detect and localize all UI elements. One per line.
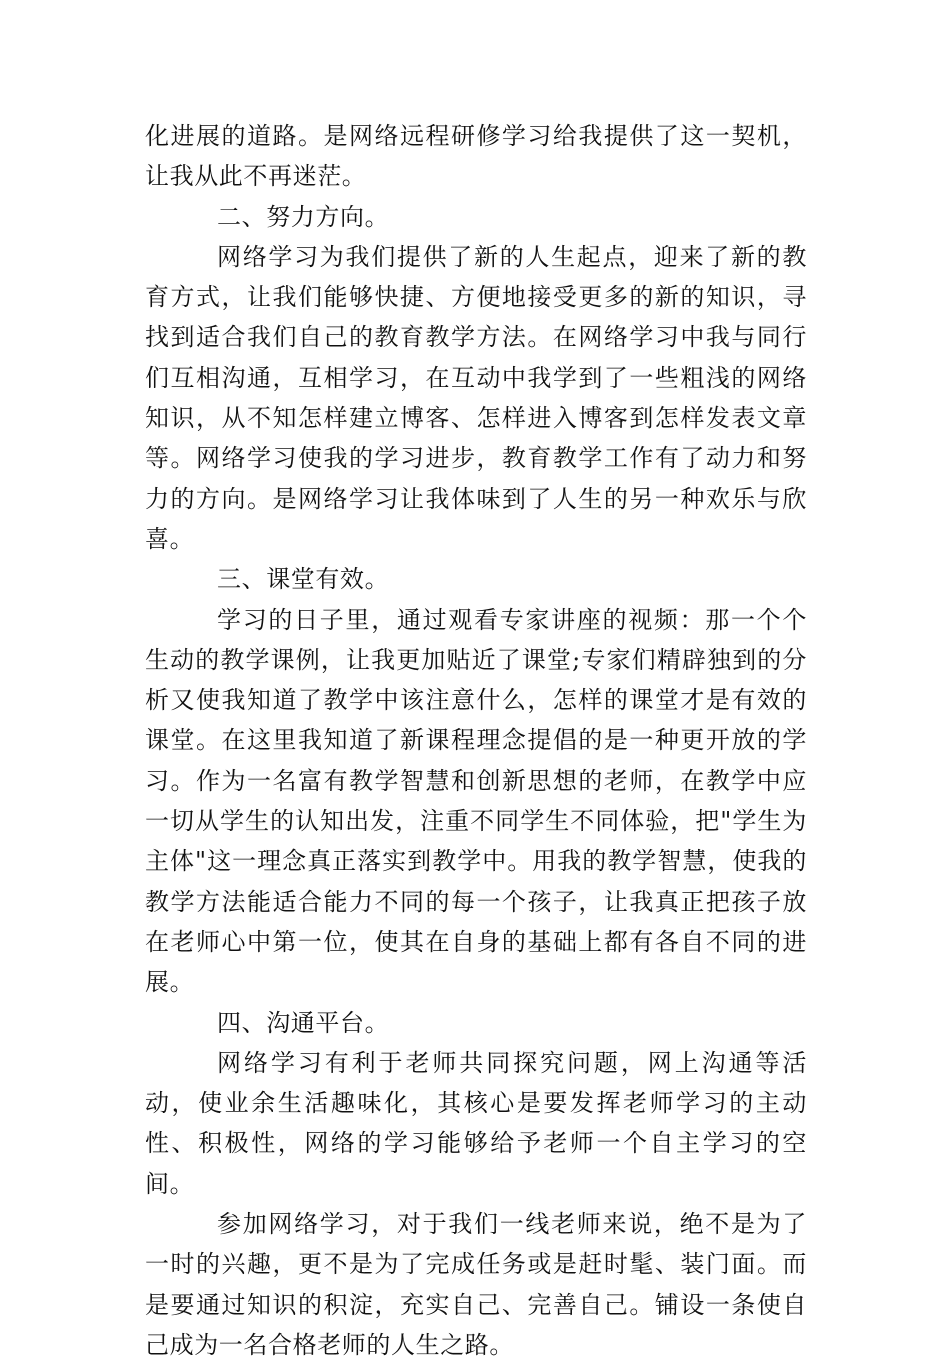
- paragraph-classroom: 学习的日子里，通过观看专家讲座的视频：那一个个生动的教学课例，让我更加贴近了课堂;专家们精辟独到的分析又使我知道了教学中该注意什么，怎样的课堂才是有效的课堂。在这里我知道了新课程理念提倡的是一种更开放的学习。作为一名富有教学智慧和创新思想的老师，在教学中应一切从学生的认知出发，注重不同学生不同体验，把"学生为主体"这一理念真正落实到教学中。用我的教学智慧，使我的教学方法能适合能力不同的每一个孩子，让我真正把孩子放在老师心中第一位，使其在自身的基础上都有各自不同的进展。: [145, 605, 807, 997]
- paragraph-conclusion: 参加网络学习，对于我们一线老师来说，绝不是为了一时的兴趣，更不是为了完成任务或是赶时髦、装门面。而是要通过知识的积淀，充实自己、完善自己。铺设一条使自己成为一名合格老师的人生之路。: [145, 1210, 807, 1359]
- paragraph-communication: 网络学习有利于老师共同探究问题，网上沟通等活动，使业余生活趣味化，其核心是要发挥老师学习的主动性、积极性，网络的学习能够给予老师一个自主学习的空间。: [145, 1048, 807, 1198]
- section-heading-communication: 四、沟通平台。: [217, 1008, 390, 1037]
- section-heading-classroom: 三、课堂有效。: [217, 565, 390, 594]
- section-heading-direction: 二、努力方向。: [217, 202, 390, 231]
- document-body: [145, 116, 807, 1365]
- paragraph-continuation: 化进展的道路。是网络远程研修学习给我提供了这一契机，让我从此不再迷茫。: [145, 122, 807, 191]
- paragraph-direction: 网络学习为我们提供了新的人生起点，迎来了新的教育方式，让我们能够快捷、方便地接受更多的新的知识，寻找到适合我们自己的教育教学方法。在网络学习中我与同行们互相沟通，互相学习，在互动中我学到了一些粗浅的网络知识，从不知怎样建立博客、怎样进入博客到怎样发表文章等。网络学习使我的学习进步，教育教学工作有了动力和努力的方向。是网络学习让我体味到了人生的另一种欢乐与欣喜。: [145, 242, 807, 553]
